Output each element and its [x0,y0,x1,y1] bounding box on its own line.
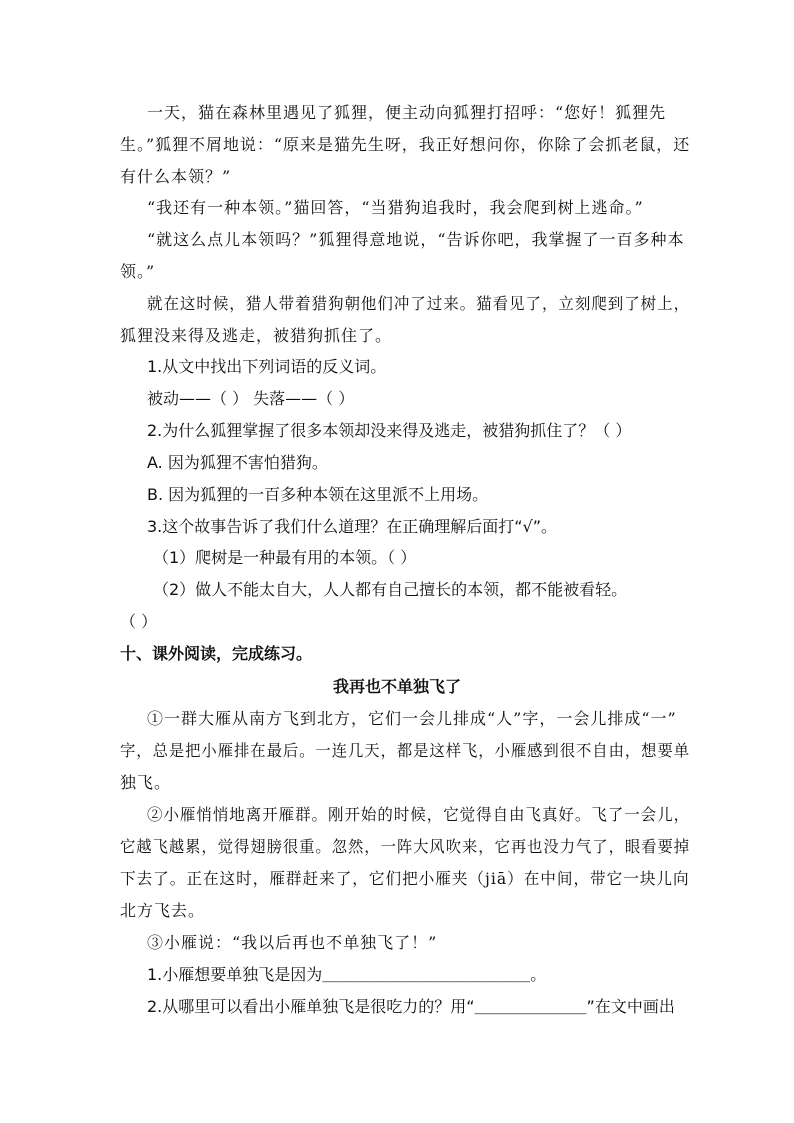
q3-item-2-paren: （ ） [120,612,158,631]
q2-prompt: 2.为什么狐狸掌握了很多本领却没来得及逃走，被猎狗抓住了？（ ） [147,421,632,440]
q1-answer-blanks: 被动——（ ） 失落——（ ） [147,389,355,408]
story2-line-4: ②小雁悄悄地离开雁群。刚开始的时候，它觉得自由飞真好。飞了一会儿， [147,805,691,824]
story1-line-5: “就这么点儿本领吗？”狐狸得意地说，“告诉你吧，我掌握了一百多种本 [147,230,685,249]
story2-line-7: 北方飞去。 [120,901,206,920]
story1-line-3: 有什么本领？” [120,167,232,186]
story1-line-4: “我还有一种本领。”猫回答，“当猎狗追我时，我会爬到树上逃命。” [147,198,644,217]
q2-option-b: B. 因为狐狸的一百多种本领在这里派不上用场。 [147,485,489,504]
q2-option-a: A. 因为狐狸不害怕猎狗。 [147,453,328,472]
story1-line-1: 一天，猫在森林里遇见了狐狸，便主动向狐狸打招呼：“您好！狐狸先 [147,103,667,122]
story2-line-2: 字，总是把小雁排在最后。一连几天，都是这样飞，小雁感到很不自由，想要单 [120,741,691,760]
story2-q2: 2.从哪里可以看出小雁单独飞是很吃力的？用“＿＿＿＿＿＿＿”在文中画出 [147,997,675,1016]
story1-line-8: 狐狸没来得及逃走，被猎狗抓住了。 [120,326,393,345]
story1-line-7: 就在这时候，猎人带着猎狗朝他们冲了过来。猫看见了，立刻爬到了树上， [147,294,691,313]
q3-prompt: 3.这个故事告诉了我们什么道理？在正确理解后面打“√”。 [147,517,558,536]
story2-line-5: 它越飞越累，觉得翅膀很重。忽然，一阵大风吹来，它再也没力气了，眼看要掉 [120,837,691,856]
q3-item-1: （1）爬树是一种最有用的本领。（ ） [153,548,417,567]
story1-line-6: 领。” [120,262,156,281]
story2-line-8: ③小雁说：“我以后再也不单独飞了！” [147,933,438,952]
section-heading: 十、课外阅读，完成练习。 [120,644,313,663]
story2-title: 我再也不单独飞了 [333,677,462,696]
q1-prompt: 1.从文中找出下列词语的反义词。 [147,357,387,376]
story2-q1: 1.小雁想要单独飞是因为＿＿＿＿＿＿＿＿＿＿＿＿＿。 [147,965,547,984]
story2-line-6: 下去了。正在这时，雁群赶来了，它们把小雁夹（jiā）在中间，带它一块儿向 [120,869,690,888]
story2-line-1: ①一群大雁从南方飞到北方，它们一会儿排成“人”字，一会儿排成“一” [147,709,677,728]
story1-line-2: 生。”狐狸不屑地说：“原来是猫先生呀，我正好想问你，你除了会抓老鼠，还 [120,135,691,154]
q3-item-2: （2）做人不能太自大，人人都有自己擅长的本领，都不能被看轻。 [153,580,628,599]
story2-line-3: 独飞。 [120,773,172,792]
